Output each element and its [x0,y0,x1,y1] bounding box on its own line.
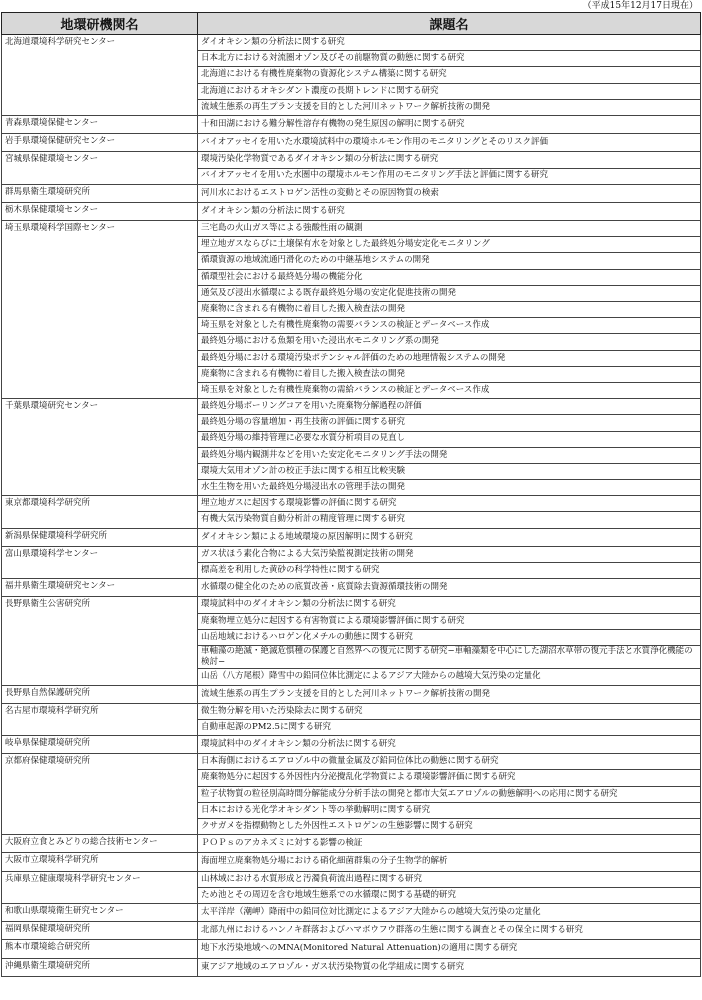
institution-cell: 熊本市環境総合研究所 [2,940,198,958]
topic-cell: 河川水におけるエストロゲン活性の変動とその原因物質の検索 [198,184,701,202]
topic-cell: 環境試料中のダイオキシン類の分析法に関する研究 [198,597,701,613]
table-row [2,528,701,546]
topic-cell: 標高差を利用した黄砂の科学特性に関する研究 [198,563,701,579]
table-row [2,35,701,51]
topic-cell: 最終処分場における環境汚染ポテンシャル評価のための地理情報システムの開発 [198,350,701,366]
topic-cell: 最終処分場の維持管理に必要な水質分析項目の見直し [198,431,701,447]
institution-cell: 福岡県保健環境研究所 [2,922,198,940]
topic-cell: バイオアッセイを用いた水圏中の環境ホルモン作用のモニタリング手法と評価に関する研究 [198,168,701,184]
topic-cell: 日本における光化学オキシダント等の挙動解明に関する研究 [198,802,701,818]
header-topic: 課題名 [198,13,701,35]
topic-cell: 埼玉県を対象とした有機性廃棄物の需給バランスの検証とデータベース作成 [198,382,701,398]
header-institution: 地環研機関名 [2,13,198,35]
topic-cell: 埋立地ガスに起因する環境影響の評価に関する研究 [198,496,701,512]
topic-cell: ため池とその周辺を含む地域生態系での水循環に関する基礎的研究 [198,887,701,903]
topic-cell: ダイオキシン類の分析法に関する研究 [198,35,701,51]
table-row [2,754,701,770]
topic-cell: 流域生態系の再生プラン支援を目的とした河川ネットワーク解析技術の開発 [198,685,701,703]
topic-cell: 循環資源の地域流通円滑化のための中継基地システムの開発 [198,253,701,269]
institution-cell: 和歌山県環境衛生研究センター [2,903,198,921]
topic-cell: 粒子状物質の粒径別高時間分解能成分分析手法の開発と都市大気エアロゾルの動態解明への応用に関する研究 [198,786,701,802]
topic-cell: 北海道における有機性廃棄物の資源化システム構築に関する研究 [198,67,701,83]
topic-cell: 廃棄物処分に起因する外因性内分泌攪乱化学物質による環境影響評価に関する研究 [198,770,701,786]
table-row [2,871,701,887]
table-row [2,853,701,871]
table-row [2,903,701,921]
topic-cell: 環境試料中のダイオキシン類の分析法に関する研究 [198,736,701,754]
institution-cell: 宮城県保健環境センター [2,152,198,184]
topic-cell: 十和田湖における難分解性溶存有機物の発生原因の解明に関する研究 [198,115,701,133]
table-row [2,579,701,597]
topic-cell: 水生生物を用いた最終処分場浸出水の管理手法の開発 [198,480,701,496]
topic-cell: クサガメを指標動物とした外因性エストロゲンの生態影響に関する研究 [198,819,701,835]
institution-cell: 岩手県環境保健研究センター [2,134,198,152]
topic-cell: 地下水汚染地域へのMNA(Monitored Natural Attenuation)の適用に関する研究 [198,940,701,958]
topic-cell: 廃棄物に含まれる有機物に着目した搬入検査法の開発 [198,302,701,318]
institution-cell: 北海道環境科学研究センター [2,35,198,116]
institution-cell: 千葉県環境研究センター [2,399,198,496]
topic-cell: 車軸藻の絶滅・絶滅危惧種の保護と自然界への復元に関する研究−車軸藻類を中心にした湖沼水草帯の復元手法と水質浄化機能の検討− [198,645,701,668]
topic-cell: 最終処分場ボーリングコアを用いた廃棄物分解過程の評価 [198,399,701,415]
institution-cell: 東京都環境科学研究所 [2,496,198,528]
topic-cell: 日本海側におけるエアロゾル中の微量金属及び鉛同位体比の動態に関する研究 [198,754,701,770]
topic-cell: 東アジア地域のエアロゾル・ガス状汚染物質の化学組成に関する研究 [198,958,701,976]
topic-cell: 三宅島の火山ガス等による強酸性雨の観測 [198,221,701,237]
table-row [2,399,701,415]
institution-cell: 福井県衛生環境研究センター [2,579,198,597]
institution-cell: 長野県自然保護研究所 [2,685,198,703]
topic-cell: 有機大気汚染物質自動分析計の精度管理に関する研究 [198,512,701,528]
table-row [2,496,701,512]
institution-cell: 大阪府立食とみどりの総合技術センター [2,835,198,853]
topic-cell: 埼玉県を対象とした有機性廃棄物の需要バランスの検証とデータベース作成 [198,318,701,334]
topic-cell: 流域生態系の再生プラン支援を目的とした河川ネットワーク解析技術の開発 [198,99,701,115]
table-row [2,546,701,562]
table-row [2,835,701,853]
table-row [2,184,701,202]
institution-cell: 京都府保健環境研究所 [2,754,198,835]
topic-cell: 日本北方における対流圏オゾン及びその前駆物質の動態に関する研究 [198,51,701,67]
table-row [2,940,701,958]
table-row [2,703,701,719]
topic-cell: バイオアッセイを用いた水環境試料中の環境ホルモン作用のモニタリングとそのリスク評価 [198,134,701,152]
table-row [2,958,701,976]
topic-cell: 山林域における水質形成と汚濁負荷流出過程に関する研究 [198,871,701,887]
table-row [2,134,701,152]
institution-cell: 群馬県衛生環境研究所 [2,184,198,202]
date-note: （平成15年12月17日現在） [582,1,698,11]
topic-cell: 微生物分解を用いた汚染除去に関する研究 [198,703,701,719]
table-row [2,152,701,168]
topic-cell: 太平洋岸（潮岬）降雨中の鉛同位対比測定によるアジア大陸からの越境大気汚染の定量化 [198,903,701,921]
table-header-row [2,13,701,35]
institution-cell: 栃木県保健環境センター [2,202,198,220]
table-row [2,736,701,754]
topic-cell: 廃棄物埋立処分に起因する有害物質による環境影響評価に関する研究 [198,613,701,629]
institution-cell: 大阪市立環境科学研究所 [2,853,198,871]
table-body [2,35,701,977]
institution-cell: 沖縄県衛生環境研究所 [2,958,198,976]
topic-cell: ＰＯＰｓのアカネズミに対する影響の検証 [198,835,701,853]
topic-cell: 山岳地域におけるハロゲン化メチルの動態に関する研究 [198,629,701,645]
topic-cell: 廃棄物に含まれる有機物に着目した搬入検査法の開発 [198,366,701,382]
topic-cell: 北海道におけるオキシダント濃度の長期トレンドに関する研究 [198,83,701,99]
topic-cell: 北部九州におけるハンノキ群落およびハマボウフウ群落の生態に関する調査とその保全に関する研究 [198,922,701,940]
topic-cell: ダイオキシン類による地域環境の原因解明に関する研究 [198,528,701,546]
topic-cell: 最終処分場内観測井などを用いた安定化モニタリング手法の開発 [198,447,701,463]
institution-cell: 埼玉県環境科学国際センター [2,221,198,399]
table-row [2,202,701,220]
institution-cell: 兵庫県立健康環境科学研究センター [2,871,198,903]
topic-cell: 最終処分場における魚類を用いた浸出水モニタリング系の開発 [198,334,701,350]
institution-cell: 名古屋市環境科学研究所 [2,703,198,735]
table-row [2,922,701,940]
topic-cell: 自動車起源のPM2.5に関する研究 [198,719,701,735]
topic-cell: 環境汚染化学物質であるダイオキシン類の分析法に関する研究 [198,152,701,168]
table-row [2,221,701,237]
research-topics-table [1,12,701,977]
table-row [2,115,701,133]
topic-cell: 山岳（八方尾根）降雪中の鉛同位体比測定によるアジア大陸からの越境大気汚染の定量化 [198,669,701,685]
topic-cell: ダイオキシン類の分析法に関する研究 [198,202,701,220]
topic-cell: ガス状ほう素化合物による大気汚染監視測定技術の開発 [198,546,701,562]
topic-cell: 循環型社会における最終処分場の機能分化 [198,269,701,285]
topic-cell: 埋立地ガスならびに土壌保有水を対象とした最終処分場安定化モニタリング [198,237,701,253]
institution-cell: 青森県環境保健センター [2,115,198,133]
table-row [2,597,701,613]
topic-cell: 海面埋立廃棄物処分場における硝化細菌群集の分子生物学的解析 [198,853,701,871]
institution-cell: 岐阜県保健環境研究所 [2,736,198,754]
table-row [2,685,701,703]
institution-cell: 富山県環境科学センター [2,546,198,578]
topic-cell: 最終処分場の容量増加・再生技術の評価に関する研究 [198,415,701,431]
institution-cell: 新潟県保健環境科学研究所 [2,528,198,546]
topic-cell: 通気及び浸出水循環による既存最終処分場の安定化促進技術の開発 [198,285,701,301]
topic-cell: 環境大気用オゾン計の校正手法に関する相互比較実験 [198,463,701,479]
topic-cell: 水循環の健全化のための底質改善・底質除去資源循環技術の開発 [198,579,701,597]
institution-cell: 長野県衛生公害研究所 [2,597,198,685]
